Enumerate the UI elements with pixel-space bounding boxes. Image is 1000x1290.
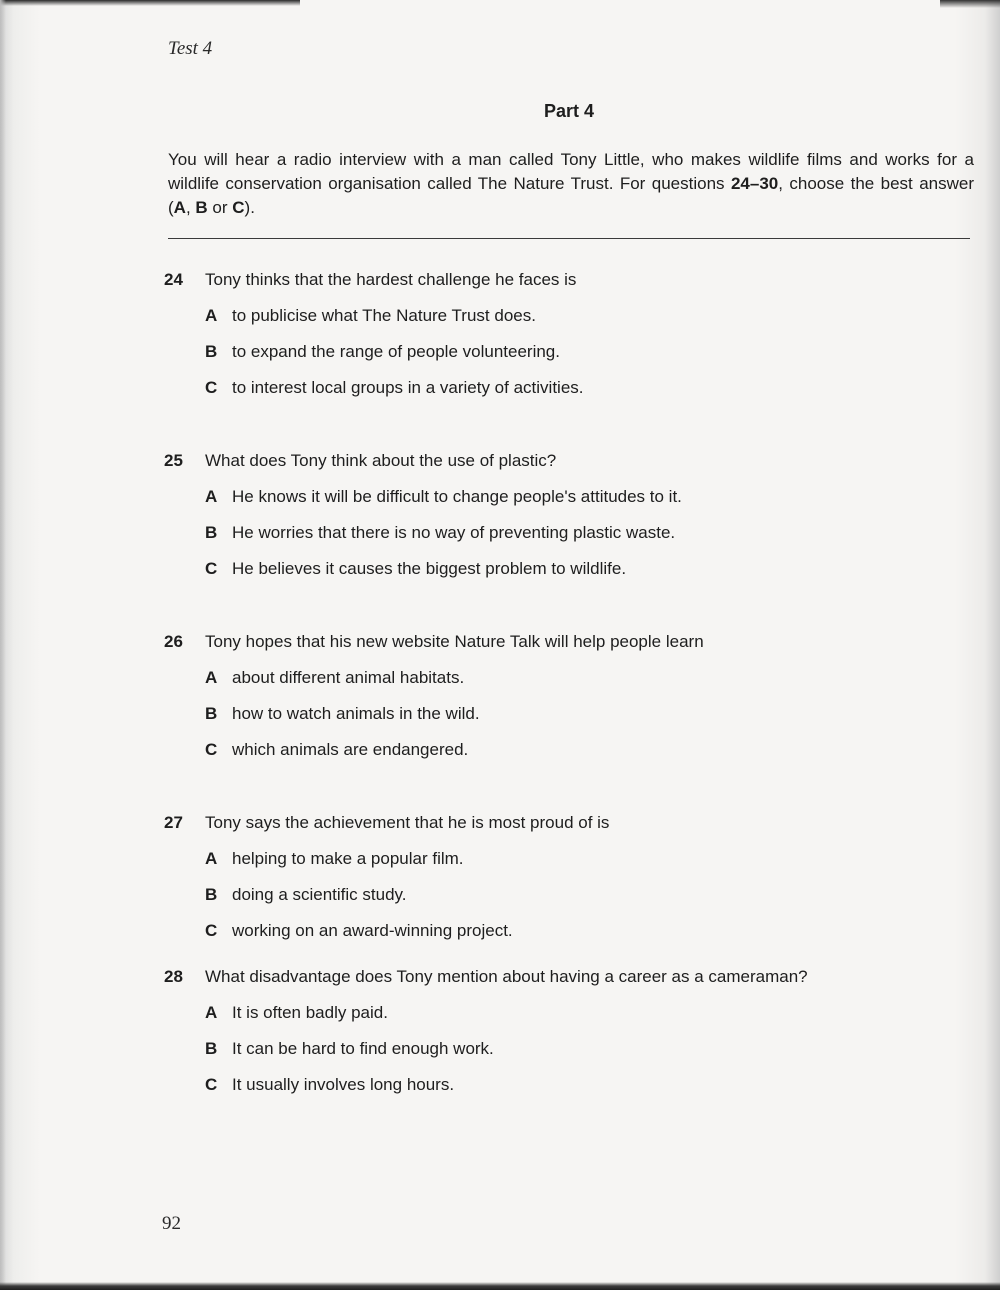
option-a[interactable] xyxy=(164,841,944,877)
option-c[interactable] xyxy=(164,370,944,406)
option-b[interactable] xyxy=(164,877,944,913)
option-c[interactable] xyxy=(164,1067,944,1103)
option-letter: C xyxy=(205,921,218,940)
part-title: Part 4 xyxy=(543,101,595,121)
option-letter: A xyxy=(205,487,218,506)
option-a[interactable] xyxy=(164,298,944,334)
option-letter: B xyxy=(205,704,218,723)
question-stem: Tony says the achievement that he is most proud of is xyxy=(205,813,610,832)
option-a[interactable] xyxy=(164,995,944,1031)
option-letter: C xyxy=(205,740,218,759)
question-number: 26 xyxy=(164,632,183,651)
question-28 xyxy=(164,964,944,1103)
option-text: how to watch animals in the wild. xyxy=(232,704,480,723)
instructions-paragraph xyxy=(168,148,974,220)
page-number: 92 xyxy=(162,1213,181,1234)
option-text: helping to make a popular film. xyxy=(232,849,464,868)
option-letter: C xyxy=(205,378,218,397)
section-divider xyxy=(168,238,970,239)
option-text: He worries that there is no way of preventing plastic waste. xyxy=(232,523,676,542)
option-letter: A xyxy=(205,306,218,325)
scan-edge-top xyxy=(0,0,300,6)
option-b[interactable] xyxy=(164,696,944,732)
option-letter: B xyxy=(205,523,218,542)
question-number: 24 xyxy=(164,270,183,289)
option-a[interactable] xyxy=(164,660,944,696)
question-stem: What does Tony think about the use of plastic? xyxy=(205,451,557,470)
question-26 xyxy=(164,629,944,768)
intro-text: You will hear a radio interview with a man called Tony Little, who makes wildlife films and works for a wildlife conservation organisation called The Nature Trust. For questions 24–30, choose the best answer (A, B or C). xyxy=(168,150,974,217)
option-text: to interest local groups in a variety of activities. xyxy=(232,378,584,397)
option-letter: A xyxy=(205,1003,218,1022)
option-text: to expand the range of people volunteering. xyxy=(232,342,560,361)
option-text: which animals are endangered. xyxy=(232,740,469,759)
option-letter: C xyxy=(205,559,218,578)
option-letter: C xyxy=(205,1075,218,1094)
question-stem: Tony hopes that his new website Nature Talk will help people learn xyxy=(205,632,704,651)
question-stem: Tony thinks that the hardest challenge he faces is xyxy=(205,270,577,289)
question-24 xyxy=(164,267,944,406)
binding-shadow xyxy=(0,0,6,1290)
option-text: It can be hard to find enough work. xyxy=(232,1039,494,1058)
question-stem: What disadvantage does Tony mention about having a career as a cameraman? xyxy=(205,967,808,986)
question-number: 25 xyxy=(164,451,183,470)
option-text: doing a scientific study. xyxy=(232,885,407,904)
option-b[interactable] xyxy=(164,515,944,551)
option-b[interactable] xyxy=(164,1031,944,1067)
option-letter: A xyxy=(205,668,218,687)
question-number: 27 xyxy=(164,813,183,832)
option-c[interactable] xyxy=(164,913,944,949)
option-text: He knows it will be difficult to change people's attitudes to it. xyxy=(232,487,682,506)
option-text: It is often badly paid. xyxy=(232,1003,388,1022)
question-27 xyxy=(164,810,944,949)
option-letter: A xyxy=(205,849,218,868)
option-a[interactable] xyxy=(164,479,944,515)
option-letter: B xyxy=(205,342,218,361)
question-number: 28 xyxy=(164,967,183,986)
option-text: It usually involves long hours. xyxy=(232,1075,455,1094)
option-text: He believes it causes the biggest problem to wildlife. xyxy=(232,559,627,578)
option-c[interactable] xyxy=(164,551,944,587)
option-letter: B xyxy=(205,1039,218,1058)
option-c[interactable] xyxy=(164,732,944,768)
option-b[interactable] xyxy=(164,334,944,370)
running-head: Test 4 xyxy=(168,38,213,59)
scan-edge-bottom xyxy=(0,1282,1000,1290)
option-text: working on an award-winning project. xyxy=(232,921,513,940)
question-25 xyxy=(164,448,944,587)
option-text: about different animal habitats. xyxy=(232,668,465,687)
scan-edge-top-right xyxy=(940,0,1000,8)
option-text: to publicise what The Nature Trust does. xyxy=(232,306,536,325)
option-letter: B xyxy=(205,885,218,904)
